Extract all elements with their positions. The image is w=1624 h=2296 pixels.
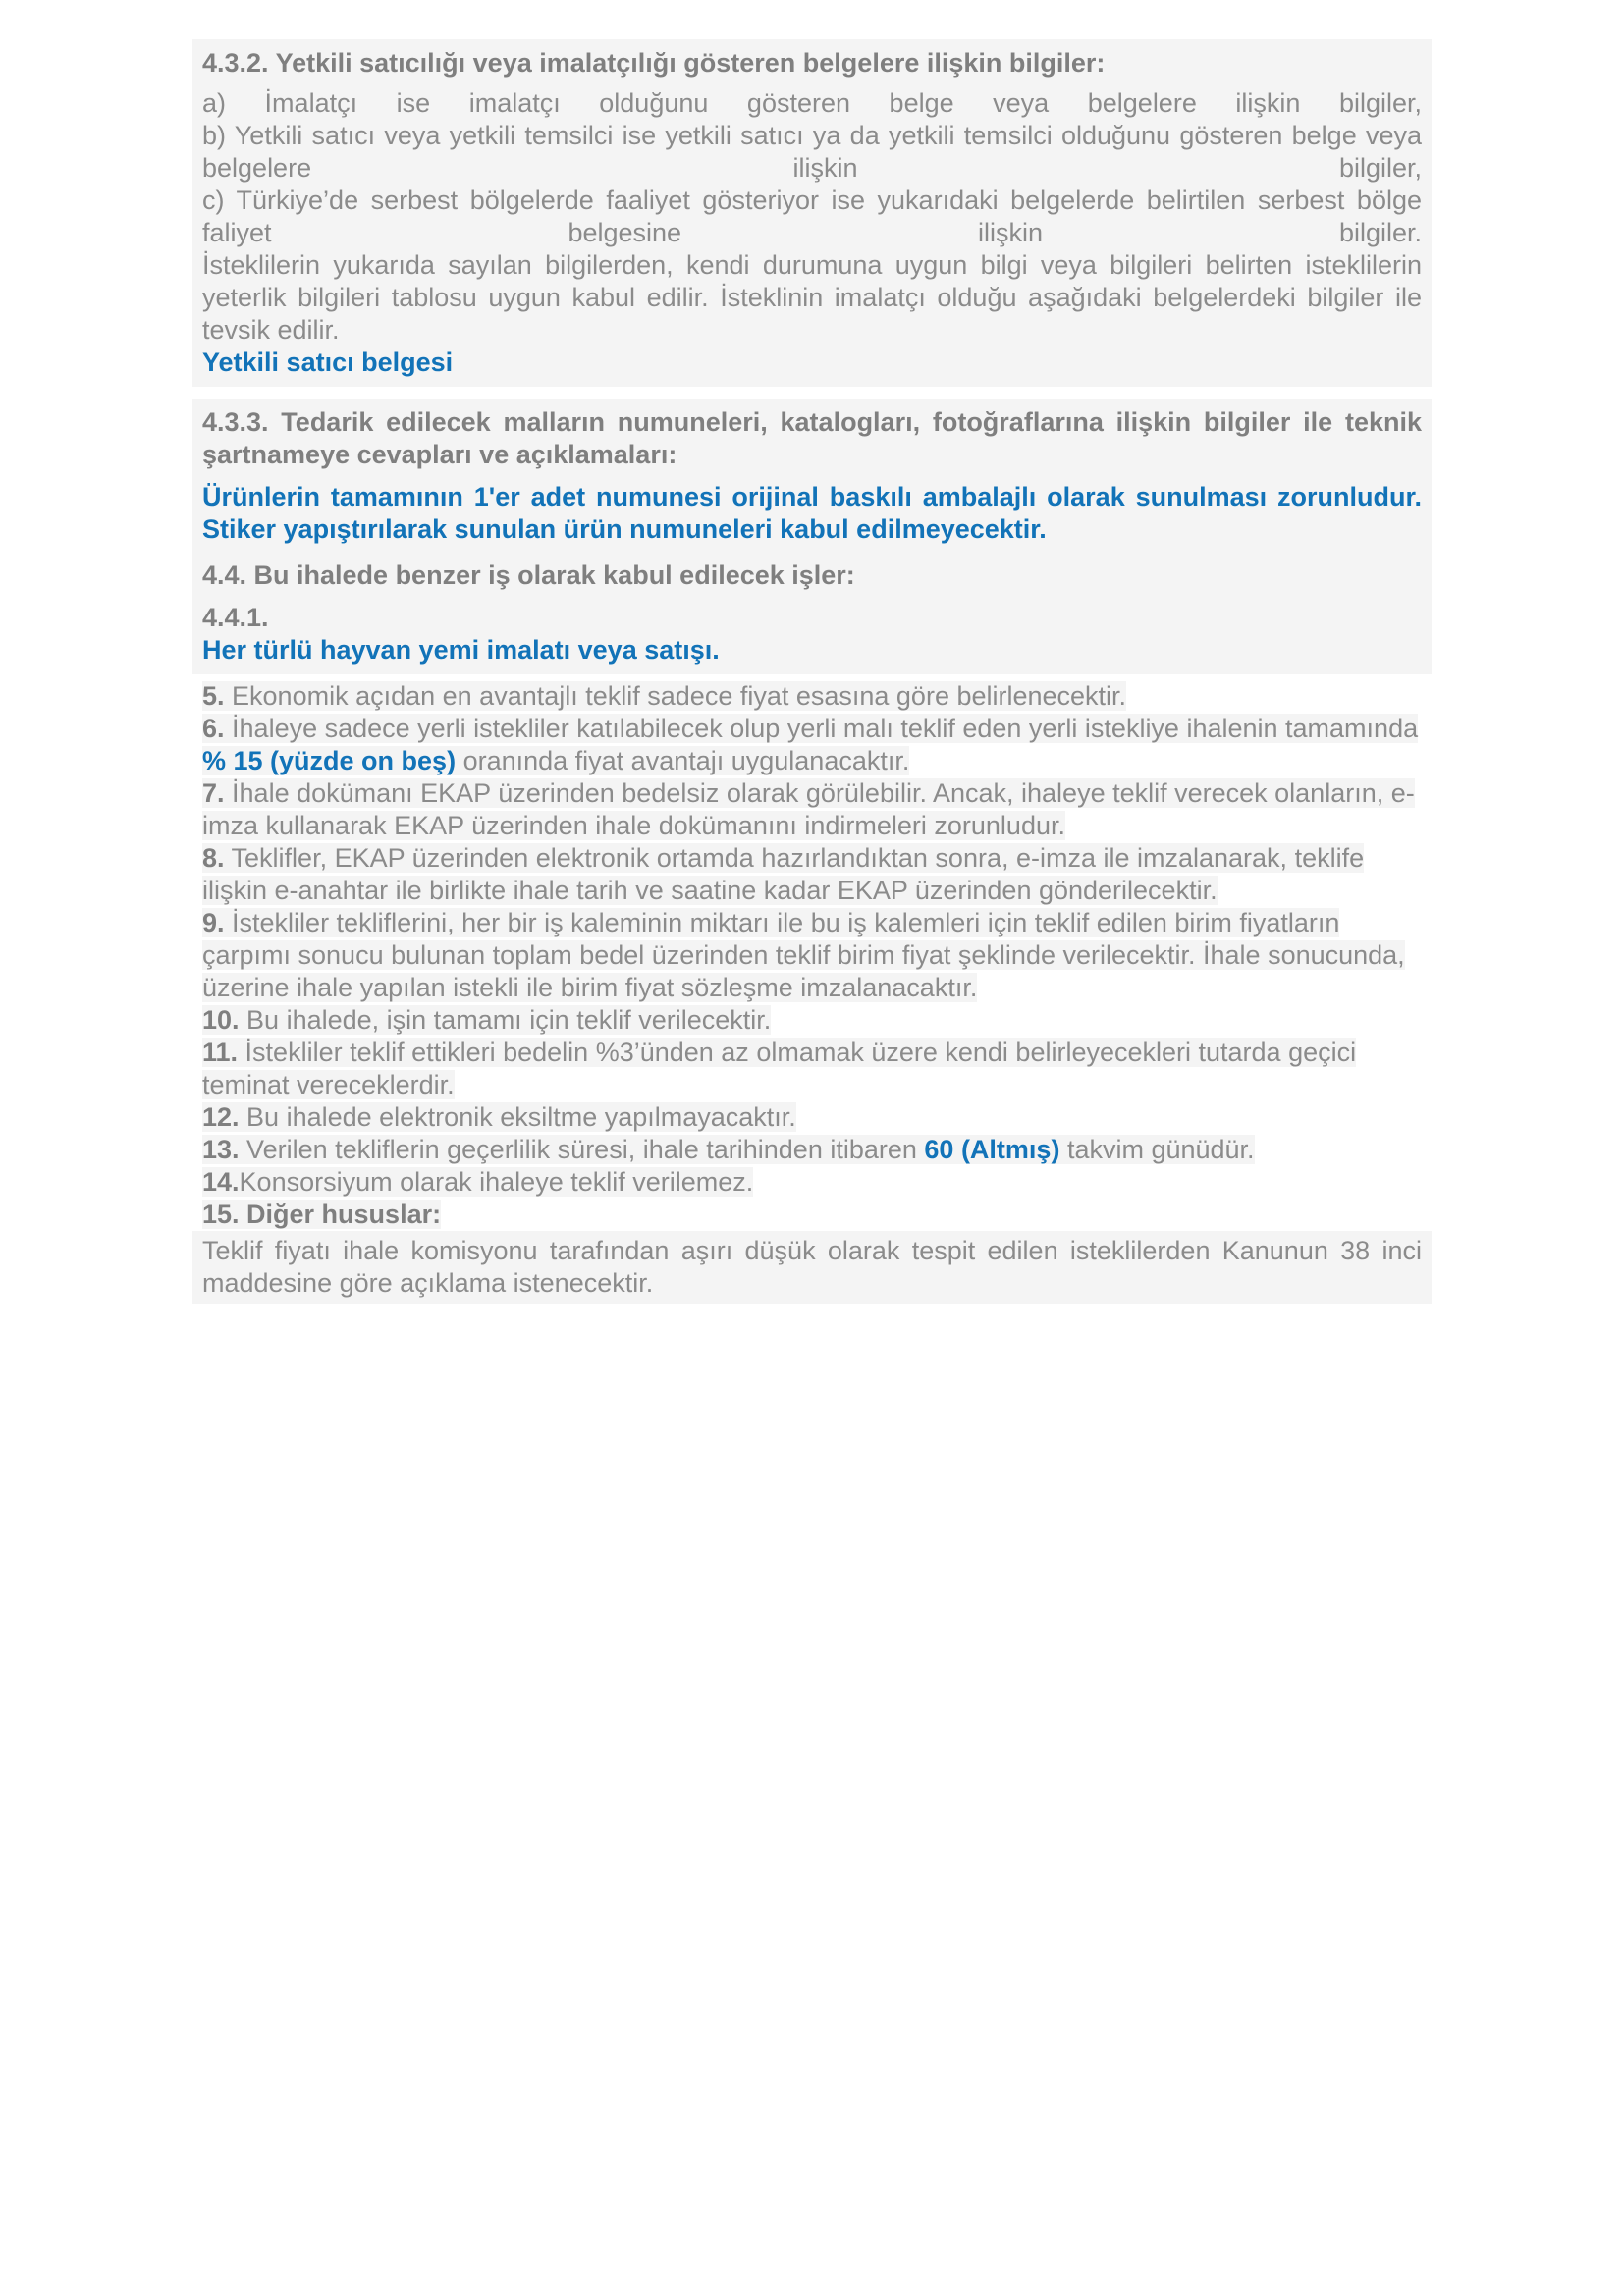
section-4-3-3-heading: 4.3.3. Tedarik edilecek malların numuneleri, katalogları, fotoğraflarına ilişkin bilgiler ile teknik şartnameye cevapları ve açıklamaları: (202, 407, 1422, 469)
item-10-number: 10. (202, 1005, 240, 1035)
item-14 (202, 1166, 1422, 1199)
item-13-number: 13. (202, 1135, 240, 1164)
item-14-text: Konsorsiyum olarak ihaleye teklif verilemez. (239, 1167, 754, 1197)
item-6-text-post: oranında fiyat avantajı uygulanacaktır. (456, 746, 910, 775)
item-13 (202, 1134, 1422, 1166)
item-12-number: 12. (202, 1102, 240, 1132)
item-8-text: Teklifler, EKAP üzerinden elektronik ortamda hazırlandıktan sonra, e-imza ile imzalanarak, teklife ilişkin e-anahtar ile birlikte ihale tarih ve saatine kadar EKAP üzerinden gönderilecektir. (202, 843, 1365, 905)
item-10 (202, 1004, 1422, 1037)
item-c-text: c) Türkiye’de serbest bölgelerde faaliyet gösteriyor ise yukarıdaki belgelerde belirtilen serbest bölge faliyet belgesine ilişkin bilgiler. (202, 186, 1422, 247)
item-12-text: Bu ihalede elektronik eksiltme yapılmayacaktır. (239, 1102, 796, 1132)
item-11-text: İstekliler teklif ettikleri bedelin %3’ünden az olmamak üzere kendi belirleyecekleri tutarda geçici teminat vereceklerdir. (202, 1038, 1357, 1099)
item-9-number: 9. (202, 908, 225, 937)
item-7 (202, 777, 1422, 842)
tender-items-list (192, 680, 1432, 1231)
section-4-3-3-and-4-4-block (192, 399, 1432, 674)
item-15-heading (202, 1199, 1422, 1231)
item-6-text-pre: İhaleye sadece yerli istekliler katılabilecek olup yerli malı teklif eden yerli istekliye ihalenin tamamında (224, 714, 1419, 743)
item-5-number: 5. (202, 681, 225, 711)
section-4-4-heading: 4.4. Bu ihalede benzer iş olarak kabul edilecek işler: (202, 561, 855, 590)
similar-work-text: Her türlü hayvan yemi imalatı veya satışı. (202, 635, 720, 665)
section-4-3-2-lettered-list (202, 87, 1422, 249)
item-10-text: Bu ihalede, işin tamamı için teklif verilecektir. (239, 1005, 772, 1035)
item-5-text: Ekonomik açıdan en avantajlı teklif sadece fiyat esasına göre belirlenecektir. (224, 681, 1127, 711)
document-content (192, 39, 1432, 1304)
authorized-dealer-document-label: Yetkili satıcı belgesi (202, 347, 454, 377)
item-11 (202, 1037, 1422, 1101)
item-a-text: a) İmalatçı ise imalatçı olduğunu gösteren belge veya belgelere ilişkin bilgiler, (202, 88, 1422, 118)
item-6-number: 6. (202, 714, 225, 743)
item-8 (202, 842, 1422, 907)
sample-requirement-text: Ürünlerin tamamının 1'er adet numunesi orijinal baskılı ambalajlı olarak sunulması zorunludur. Stiker yapıştırılarak sunulan ürün numuneleri kabul edilmeyecektir. (202, 482, 1422, 544)
other-matters-block (192, 1231, 1432, 1304)
section-gap (192, 387, 1432, 399)
item-13-text-post: takvim günüdür. (1059, 1135, 1255, 1164)
item-7-number: 7. (202, 778, 225, 808)
item-6-price-advantage-emphasis: % 15 (yüzde on beş) (202, 746, 457, 775)
item-6 (202, 713, 1422, 777)
item-11-number: 11. (202, 1038, 239, 1067)
section-4-4-1-number: 4.4.1. (202, 603, 269, 632)
section-4-3-2-heading: 4.3.2. Yetkili satıcılığı veya imalatçılığı gösteren belgelere ilişkin bilgiler: (202, 48, 1106, 78)
item-12 (202, 1101, 1422, 1134)
item-9 (202, 907, 1422, 1004)
other-matters-heading: 15. Diğer hususlar: (202, 1200, 442, 1229)
item-13-validity-emphasis: 60 (Altmış) (924, 1135, 1060, 1164)
item-9-text: İstekliler tekliflerini, her bir iş kaleminin miktarı ile bu iş kalemleri için teklif edilen birim fiyatların çarpımı sonucu bulunan toplam bedel üzerinden teklif birim fiyat şeklinde verilecektir. İhale sonucunda, üzerine ihale yapılan istekli ile birim fiyat sözleşme imzalanacaktır. (202, 908, 1405, 1002)
item-14-number: 14. (202, 1167, 240, 1197)
item-8-number: 8. (202, 843, 225, 873)
item-b-text: b) Yetkili satıcı veya yetkili temsilci ise yetkili satıcı ya da yetkili temsilci olduğunu gösteren belge veya belgelere ilişkin bilgiler, (202, 121, 1422, 183)
item-7-text: İhale dokümanı EKAP üzerinden bedelsiz olarak görülebilir. Ancak, ihaleye teklif verecek olanların, e-imza kullanarak EKAP üzerinden ihale dokümanını indirmeleri zorunludur. (202, 778, 1415, 840)
section-4-3-2-note: İsteklilerin yukarıda sayılan bilgilerden, kendi durumuna uygun bilgi veya bilgileri belirten isteklilerin yeterlik bilgileri tablosu uygun kabul edilir. İsteklinin imalatçı olduğu aşağıdaki belgelerdeki bilgiler ile tevsik edilir. (202, 250, 1422, 345)
section-4-3-2-block (192, 39, 1432, 387)
item-13-text-pre: Verilen tekliflerin geçerlilik süresi, ihale tarihinden itibaren (239, 1135, 925, 1164)
other-matters-paragraph: Teklif fiyatı ihale komisyonu tarafından aşırı düşük olarak tespit edilen isteklilerden Kanunun 38 inci maddesine göre açıklama istenecektir. (202, 1236, 1422, 1298)
item-5 (202, 680, 1422, 713)
